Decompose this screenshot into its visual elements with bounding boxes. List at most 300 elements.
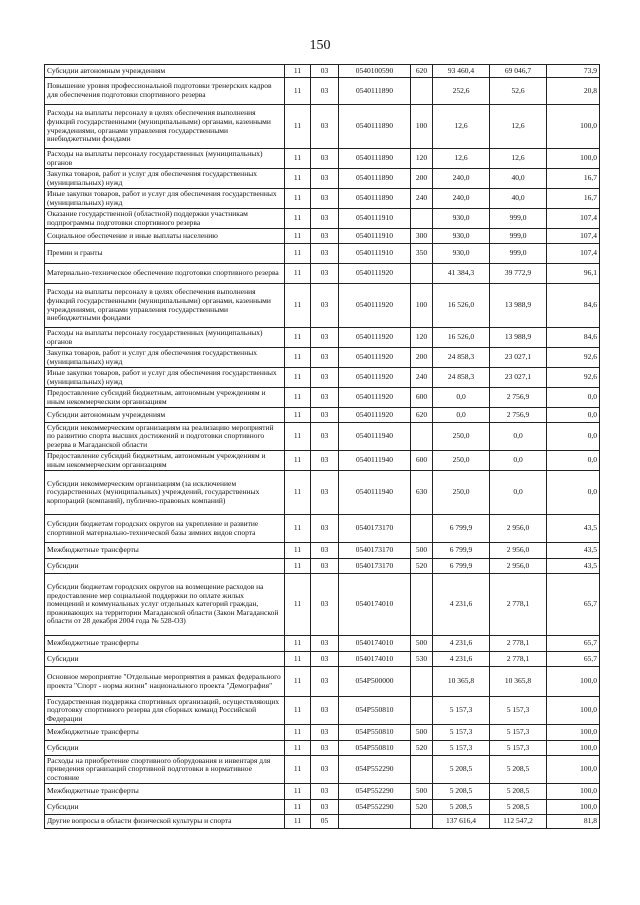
row-actual-amount-cell: 999,0 (490, 209, 547, 229)
row-subsection-cell: 03 (311, 348, 339, 368)
row-planned-amount-cell: 6 799,9 (433, 515, 490, 543)
row-name-cell: Субсидии автономным учреждениям (45, 65, 285, 78)
row-subsection-cell: 03 (311, 229, 339, 244)
row-actual-amount-cell: 2 756,9 (490, 408, 547, 423)
row-subsection-cell: 03 (311, 543, 339, 559)
row-target-article-cell: 0540100590 (339, 65, 411, 78)
row-percent-cell: 100,0 (547, 149, 600, 169)
row-subsection-cell: 03 (311, 800, 339, 815)
row-actual-amount-cell: 2 778,1 (490, 574, 547, 636)
row-percent-cell: 65,7 (547, 636, 600, 652)
row-expense-type-cell: 630 (411, 471, 433, 515)
row-percent-cell: 43,5 (547, 515, 600, 543)
row-target-article-cell: 054P550810 (339, 697, 411, 725)
row-actual-amount-cell: 13 988,9 (490, 328, 547, 348)
row-section-cell: 11 (285, 244, 311, 264)
row-percent-cell: 100,0 (547, 784, 600, 800)
table-row (45, 348, 600, 368)
row-actual-amount-cell: 40,0 (490, 189, 547, 209)
row-planned-amount-cell: 5 208,5 (433, 800, 490, 815)
row-expense-type-cell (411, 209, 433, 229)
row-planned-amount-cell: 4 231,6 (433, 652, 490, 667)
row-actual-amount-cell: 0,0 (490, 423, 547, 451)
row-subsection-cell: 05 (311, 815, 339, 829)
page-number: 150 (309, 38, 331, 53)
row-percent-cell: 100,0 (547, 697, 600, 725)
row-percent-cell: 100,0 (547, 741, 600, 756)
row-name-cell: Расходы на выплаты персоналу в целях обеспечения выполнения функций государственными (муниципальными) органами, казенными учреждениями, органами управления государственными внебюджетными фондами (45, 105, 285, 149)
row-name-cell: Социальное обеспечение и иные выплаты населению (45, 229, 285, 244)
row-section-cell: 11 (285, 423, 311, 451)
row-target-article-cell: 0540174010 (339, 652, 411, 667)
row-planned-amount-cell: 240,0 (433, 169, 490, 189)
row-section-cell: 11 (285, 284, 311, 328)
row-expense-type-cell: 120 (411, 328, 433, 348)
row-section-cell: 11 (285, 388, 311, 408)
row-actual-amount-cell: 39 772,9 (490, 264, 547, 284)
row-section-cell: 11 (285, 471, 311, 515)
row-actual-amount-cell: 5 208,5 (490, 800, 547, 815)
table-row (45, 756, 600, 784)
row-planned-amount-cell: 250,0 (433, 451, 490, 471)
row-planned-amount-cell: 5 208,5 (433, 784, 490, 800)
row-section-cell: 11 (285, 78, 311, 105)
table-row (45, 244, 600, 264)
row-actual-amount-cell: 999,0 (490, 244, 547, 264)
row-actual-amount-cell: 2 956,0 (490, 543, 547, 559)
row-expense-type-cell (411, 697, 433, 725)
row-percent-cell: 16,7 (547, 169, 600, 189)
row-percent-cell: 43,5 (547, 543, 600, 559)
row-percent-cell: 65,7 (547, 652, 600, 667)
row-section-cell: 11 (285, 741, 311, 756)
row-name-cell: Субсидии автономным учреждениям (45, 408, 285, 423)
row-planned-amount-cell: 10 365,8 (433, 667, 490, 697)
row-percent-cell: 84,6 (547, 328, 600, 348)
row-name-cell: Межбюджетные трансферты (45, 725, 285, 741)
row-name-cell: Предоставление субсидий бюджетным, автономным учреждениям и иным некоммерческим организациям (45, 388, 285, 408)
row-name-cell: Межбюджетные трансферты (45, 784, 285, 800)
row-actual-amount-cell: 2 778,1 (490, 652, 547, 667)
row-planned-amount-cell: 250,0 (433, 471, 490, 515)
row-actual-amount-cell: 23 027,1 (490, 348, 547, 368)
row-planned-amount-cell: 16 526,0 (433, 328, 490, 348)
row-planned-amount-cell: 4 231,6 (433, 574, 490, 636)
row-actual-amount-cell: 2 778,1 (490, 636, 547, 652)
table-row (45, 741, 600, 756)
row-section-cell: 11 (285, 636, 311, 652)
row-section-cell: 11 (285, 149, 311, 169)
row-name-cell: Межбюджетные трансферты (45, 543, 285, 559)
row-name-cell: Субсидии (45, 652, 285, 667)
row-percent-cell: 107,4 (547, 244, 600, 264)
row-target-article-cell: 0540173170 (339, 543, 411, 559)
row-subsection-cell: 03 (311, 652, 339, 667)
row-target-article-cell: 0540111910 (339, 244, 411, 264)
row-target-article-cell: 0540173170 (339, 559, 411, 574)
row-expense-type-cell (411, 423, 433, 451)
row-name-cell: Расходы на выплаты персоналу в целях обеспечения выполнения функций государственными (муниципальными) органами, казенными учреждениями, органами управления государственными внебюджетными фондами (45, 284, 285, 328)
row-planned-amount-cell: 12,6 (433, 149, 490, 169)
table-row (45, 284, 600, 328)
row-name-cell: Закупка товаров, работ и услуг для обеспечения государственных (муниципальных) нужд (45, 348, 285, 368)
row-name-cell: Субсидии бюджетам городских округов на укрепление и развитие спортивной материально-технической базы зимних видов спорта (45, 515, 285, 543)
row-planned-amount-cell: 137 616,4 (433, 815, 490, 829)
row-target-article-cell: 0540111890 (339, 189, 411, 209)
row-expense-type-cell: 500 (411, 543, 433, 559)
row-section-cell: 11 (285, 368, 311, 388)
row-expense-type-cell (411, 78, 433, 105)
row-section-cell: 11 (285, 574, 311, 636)
row-subsection-cell: 03 (311, 244, 339, 264)
row-percent-cell: 43,5 (547, 559, 600, 574)
row-expense-type-cell: 240 (411, 189, 433, 209)
row-name-cell: Основное мероприятие "Отдельные мероприятия в рамках федерального проекта "Спорт - норма жизни" национального проекта "Демография" (45, 667, 285, 697)
row-actual-amount-cell: 0,0 (490, 471, 547, 515)
row-target-article-cell: 0540111910 (339, 229, 411, 244)
row-subsection-cell: 03 (311, 169, 339, 189)
row-target-article-cell: 054P552290 (339, 784, 411, 800)
row-expense-type-cell: 520 (411, 741, 433, 756)
row-section-cell: 11 (285, 209, 311, 229)
table-row (45, 559, 600, 574)
table-row (45, 451, 600, 471)
row-subsection-cell: 03 (311, 574, 339, 636)
row-percent-cell: 73,9 (547, 65, 600, 78)
row-actual-amount-cell: 23 027,1 (490, 368, 547, 388)
row-target-article-cell: 0540111890 (339, 105, 411, 149)
row-planned-amount-cell: 5 157,3 (433, 741, 490, 756)
table-row (45, 368, 600, 388)
row-name-cell: Иные закупки товаров, работ и услуг для обеспечения государственных (муниципальных) нужд (45, 189, 285, 209)
row-percent-cell: 0,0 (547, 451, 600, 471)
row-section-cell: 11 (285, 229, 311, 244)
row-target-article-cell: 0540111890 (339, 78, 411, 105)
row-name-cell: Межбюджетные трансферты (45, 636, 285, 652)
row-subsection-cell: 03 (311, 264, 339, 284)
table-row (45, 652, 600, 667)
table-row (45, 105, 600, 149)
row-percent-cell: 100,0 (547, 800, 600, 815)
row-planned-amount-cell: 250,0 (433, 423, 490, 451)
table-row (45, 65, 600, 78)
row-planned-amount-cell: 24 858,3 (433, 368, 490, 388)
row-subsection-cell: 03 (311, 784, 339, 800)
row-percent-cell: 0,0 (547, 423, 600, 451)
row-planned-amount-cell: 4 231,6 (433, 636, 490, 652)
row-target-article-cell: 0540111920 (339, 284, 411, 328)
row-expense-type-cell: 300 (411, 229, 433, 244)
row-expense-type-cell: 200 (411, 169, 433, 189)
row-subsection-cell: 03 (311, 725, 339, 741)
row-name-cell: Повышение уровня профессиональной подготовки тренерских кадров для обеспечения подготовки спортивного резерва (45, 78, 285, 105)
row-expense-type-cell (411, 815, 433, 829)
row-target-article-cell: 0540111940 (339, 451, 411, 471)
row-target-article-cell: 0540174010 (339, 636, 411, 652)
row-section-cell: 11 (285, 408, 311, 423)
row-target-article-cell: 0540111920 (339, 388, 411, 408)
row-planned-amount-cell: 6 799,9 (433, 559, 490, 574)
row-name-cell: Иные закупки товаров, работ и услуг для обеспечения государственных (муниципальных) нужд (45, 368, 285, 388)
row-actual-amount-cell: 52,6 (490, 78, 547, 105)
row-target-article-cell: 0540173170 (339, 515, 411, 543)
row-name-cell: Субсидии (45, 800, 285, 815)
row-expense-type-cell (411, 515, 433, 543)
row-percent-cell: 92,6 (547, 348, 600, 368)
row-name-cell: Субсидии некоммерческим организациям (за исключением государственных (муниципальных) учреждений, государственных корпораций (компаний), публично-правовых компаний) (45, 471, 285, 515)
row-target-article-cell: 0540111920 (339, 348, 411, 368)
row-actual-amount-cell: 12,6 (490, 149, 547, 169)
table-row (45, 78, 600, 105)
row-planned-amount-cell: 5 208,5 (433, 756, 490, 784)
row-planned-amount-cell: 5 157,3 (433, 725, 490, 741)
row-planned-amount-cell: 41 384,3 (433, 264, 490, 284)
row-section-cell: 11 (285, 559, 311, 574)
row-percent-cell: 100,0 (547, 725, 600, 741)
table-row (45, 149, 600, 169)
table-row (45, 815, 600, 829)
row-planned-amount-cell: 930,0 (433, 244, 490, 264)
table-row (45, 388, 600, 408)
row-section-cell: 11 (285, 451, 311, 471)
row-subsection-cell: 03 (311, 149, 339, 169)
row-section-cell: 11 (285, 756, 311, 784)
table-row (45, 229, 600, 244)
row-subsection-cell: 03 (311, 667, 339, 697)
row-subsection-cell: 03 (311, 423, 339, 451)
row-percent-cell: 16,7 (547, 189, 600, 209)
row-target-article-cell: 054P550810 (339, 741, 411, 756)
table-row (45, 667, 600, 697)
row-target-article-cell: 0540111920 (339, 264, 411, 284)
row-expense-type-cell: 520 (411, 559, 433, 574)
row-expense-type-cell: 100 (411, 105, 433, 149)
row-planned-amount-cell: 5 157,3 (433, 697, 490, 725)
row-section-cell: 11 (285, 652, 311, 667)
table-row (45, 423, 600, 451)
row-actual-amount-cell: 13 988,9 (490, 284, 547, 328)
row-planned-amount-cell: 93 460,4 (433, 65, 490, 78)
row-name-cell: Государственная поддержка спортивных организаций, осуществляющих подготовку спортивного резерва для сборных команд Российской Федерации (45, 697, 285, 725)
row-expense-type-cell: 530 (411, 652, 433, 667)
row-target-article-cell: 054P500000 (339, 667, 411, 697)
row-expense-type-cell: 240 (411, 368, 433, 388)
row-actual-amount-cell: 5 208,5 (490, 756, 547, 784)
row-actual-amount-cell: 12,6 (490, 105, 547, 149)
row-subsection-cell: 03 (311, 741, 339, 756)
row-subsection-cell: 03 (311, 78, 339, 105)
row-planned-amount-cell: 6 799,9 (433, 543, 490, 559)
row-target-article-cell: 054P552290 (339, 800, 411, 815)
row-actual-amount-cell: 0,0 (490, 451, 547, 471)
row-expense-type-cell: 120 (411, 149, 433, 169)
row-section-cell: 11 (285, 800, 311, 815)
row-name-cell: Материально-техническое обеспечение подготовки спортивного резерва (45, 264, 285, 284)
row-subsection-cell: 03 (311, 471, 339, 515)
row-name-cell: Расходы на выплаты персоналу государственных (муниципальных) органов (45, 149, 285, 169)
row-expense-type-cell: 620 (411, 408, 433, 423)
row-section-cell: 11 (285, 697, 311, 725)
row-expense-type-cell (411, 574, 433, 636)
row-planned-amount-cell: 0,0 (433, 408, 490, 423)
row-actual-amount-cell: 10 365,8 (490, 667, 547, 697)
table-row (45, 800, 600, 815)
row-target-article-cell: 0540111920 (339, 368, 411, 388)
row-percent-cell: 107,4 (547, 229, 600, 244)
row-planned-amount-cell: 930,0 (433, 229, 490, 244)
row-section-cell: 11 (285, 169, 311, 189)
table-row (45, 697, 600, 725)
table-row (45, 169, 600, 189)
table-row (45, 189, 600, 209)
row-expense-type-cell: 100 (411, 284, 433, 328)
row-subsection-cell: 03 (311, 408, 339, 423)
table-row (45, 408, 600, 423)
row-name-cell: Другие вопросы в области физической культуры и спорта (45, 815, 285, 829)
row-actual-amount-cell: 5 208,5 (490, 784, 547, 800)
row-name-cell: Субсидии (45, 559, 285, 574)
table-row (45, 209, 600, 229)
table-row (45, 264, 600, 284)
row-section-cell: 11 (285, 328, 311, 348)
row-section-cell: 11 (285, 725, 311, 741)
row-planned-amount-cell: 0,0 (433, 388, 490, 408)
row-planned-amount-cell: 16 526,0 (433, 284, 490, 328)
row-name-cell: Премии и гранты (45, 244, 285, 264)
row-percent-cell: 100,0 (547, 756, 600, 784)
table-row (45, 328, 600, 348)
row-actual-amount-cell: 2 956,0 (490, 515, 547, 543)
row-expense-type-cell: 500 (411, 636, 433, 652)
row-expense-type-cell: 620 (411, 65, 433, 78)
row-subsection-cell: 03 (311, 388, 339, 408)
row-target-article-cell: 0540174010 (339, 574, 411, 636)
table-body (45, 65, 600, 829)
row-actual-amount-cell: 999,0 (490, 229, 547, 244)
row-percent-cell: 0,0 (547, 408, 600, 423)
row-section-cell: 11 (285, 543, 311, 559)
row-percent-cell: 96,1 (547, 264, 600, 284)
row-actual-amount-cell: 40,0 (490, 169, 547, 189)
row-section-cell: 11 (285, 105, 311, 149)
row-expense-type-cell (411, 756, 433, 784)
row-expense-type-cell: 350 (411, 244, 433, 264)
row-section-cell: 11 (285, 815, 311, 829)
row-name-cell: Расходы на приобретение спортивного оборудования и инвентаря для приведения организаций спортивной подготовки в нормативное состояние (45, 756, 285, 784)
row-name-cell: Субсидии бюджетам городских округов на возмещение расходов на предоставление мер социальной поддержки по оплате жилых помещений и коммунальных услуг отдельных категорий граждан, проживающих на территории Магаданской области (Закон Магаданской области от 28 декабря 2004 года № 528-ОЗ) (45, 574, 285, 636)
row-section-cell: 11 (285, 264, 311, 284)
row-target-article-cell (339, 815, 411, 829)
row-subsection-cell: 03 (311, 105, 339, 149)
row-actual-amount-cell: 5 157,3 (490, 697, 547, 725)
row-actual-amount-cell: 2 756,9 (490, 388, 547, 408)
row-section-cell: 11 (285, 65, 311, 78)
row-subsection-cell: 03 (311, 636, 339, 652)
row-expense-type-cell: 500 (411, 725, 433, 741)
row-name-cell: Оказание государственной (областной) поддержки участникам подпрограммы подготовки спортивного резерва (45, 209, 285, 229)
table-row (45, 725, 600, 741)
table-row (45, 471, 600, 515)
row-subsection-cell: 03 (311, 756, 339, 784)
row-percent-cell: 20,8 (547, 78, 600, 105)
row-target-article-cell: 0540111890 (339, 149, 411, 169)
row-name-cell: Расходы на выплаты персоналу государственных (муниципальных) органов (45, 328, 285, 348)
row-subsection-cell: 03 (311, 209, 339, 229)
row-name-cell: Предоставление субсидий бюджетным, автономным учреждениям и иным некоммерческим организациям (45, 451, 285, 471)
row-expense-type-cell: 200 (411, 348, 433, 368)
row-section-cell: 11 (285, 348, 311, 368)
row-actual-amount-cell: 2 956,0 (490, 559, 547, 574)
row-percent-cell: 92,6 (547, 368, 600, 388)
row-section-cell: 11 (285, 784, 311, 800)
row-subsection-cell: 03 (311, 328, 339, 348)
row-target-article-cell: 0540111920 (339, 328, 411, 348)
table-row (45, 784, 600, 800)
row-expense-type-cell (411, 667, 433, 697)
row-percent-cell: 100,0 (547, 105, 600, 149)
row-percent-cell: 0,0 (547, 388, 600, 408)
row-planned-amount-cell: 12,6 (433, 105, 490, 149)
row-target-article-cell: 054P552290 (339, 756, 411, 784)
row-actual-amount-cell: 69 046,7 (490, 65, 547, 78)
row-expense-type-cell: 500 (411, 784, 433, 800)
row-section-cell: 11 (285, 515, 311, 543)
row-target-article-cell: 0540111940 (339, 471, 411, 515)
row-percent-cell: 81,8 (547, 815, 600, 829)
table-row (45, 515, 600, 543)
row-subsection-cell: 03 (311, 284, 339, 328)
row-target-article-cell: 0540111940 (339, 423, 411, 451)
row-expense-type-cell: 600 (411, 451, 433, 471)
row-planned-amount-cell: 240,0 (433, 189, 490, 209)
row-percent-cell: 84,6 (547, 284, 600, 328)
row-name-cell: Субсидии (45, 741, 285, 756)
budget-table (44, 64, 600, 829)
row-actual-amount-cell: 5 157,3 (490, 741, 547, 756)
row-percent-cell: 100,0 (547, 667, 600, 697)
row-planned-amount-cell: 930,0 (433, 209, 490, 229)
row-target-article-cell: 0540111920 (339, 408, 411, 423)
row-subsection-cell: 03 (311, 368, 339, 388)
row-subsection-cell: 03 (311, 559, 339, 574)
row-percent-cell: 107,4 (547, 209, 600, 229)
row-subsection-cell: 03 (311, 697, 339, 725)
row-target-article-cell: 0540111890 (339, 169, 411, 189)
row-subsection-cell: 03 (311, 65, 339, 78)
table-row (45, 636, 600, 652)
row-planned-amount-cell: 24 858,3 (433, 348, 490, 368)
row-actual-amount-cell: 5 157,3 (490, 725, 547, 741)
row-target-article-cell: 054P550810 (339, 725, 411, 741)
row-name-cell: Субсидии некоммерческим организациям на реализацию мероприятий по развитию спорта высших достижений и подготовки спортивного резерва в Магаданской области (45, 423, 285, 451)
row-expense-type-cell: 600 (411, 388, 433, 408)
row-subsection-cell: 03 (311, 515, 339, 543)
row-planned-amount-cell: 252,6 (433, 78, 490, 105)
row-subsection-cell: 03 (311, 189, 339, 209)
row-section-cell: 11 (285, 667, 311, 697)
table-row (45, 574, 600, 636)
row-target-article-cell: 0540111910 (339, 209, 411, 229)
row-name-cell: Закупка товаров, работ и услуг для обеспечения государственных (муниципальных) нужд (45, 169, 285, 189)
row-actual-amount-cell: 112 547,2 (490, 815, 547, 829)
row-subsection-cell: 03 (311, 451, 339, 471)
row-percent-cell: 65,7 (547, 574, 600, 636)
table-row (45, 543, 600, 559)
row-expense-type-cell: 520 (411, 800, 433, 815)
row-section-cell: 11 (285, 189, 311, 209)
row-percent-cell: 0,0 (547, 471, 600, 515)
row-expense-type-cell (411, 264, 433, 284)
